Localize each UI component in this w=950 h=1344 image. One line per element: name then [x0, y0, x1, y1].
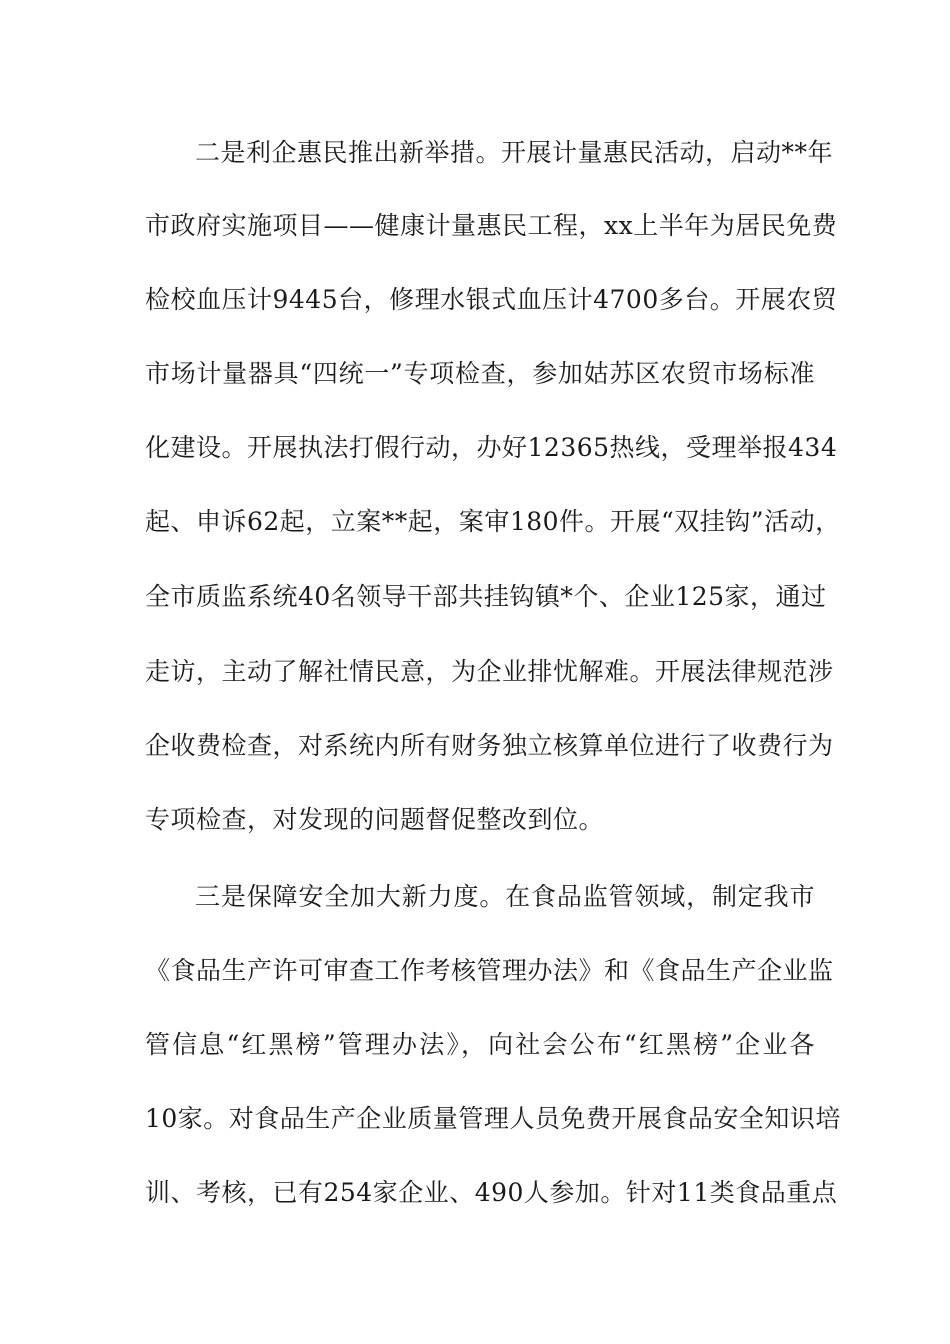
- text-line: 市场计量器具“四统一”专项检查，参加姑苏区农贸市场标准: [145, 359, 815, 388]
- text-line: 专项检查，对发现的问题督促整改到位。: [145, 805, 605, 834]
- text-line: 起、申诉62起，立案**起，案审180件。开展“双挂钩”活动，: [145, 507, 841, 536]
- text-line: 管信息“红黑榜”管理办法》，向社会公布“红黑榜”企业各: [145, 1030, 815, 1059]
- text-line: 化建设。开展执法打假行动，办好12365热线，受理举报434: [145, 433, 838, 462]
- text-line: 10家。对食品生产企业质量管理人员免费开展食品安全知识培: [145, 1104, 841, 1133]
- text-line: 全市质监系统40名领导干部共挂钩镇*个、企业125家，通过: [145, 582, 827, 611]
- text-line: 《食品生产许可审查工作考核管理办法》和《食品生产企业监: [145, 956, 834, 985]
- text-line: 二是利企惠民推出新举措。开展计量惠民活动，启动**年: [195, 138, 834, 167]
- text-line: 走访，主动了解社情民意，为企业排忧解难。开展法律规范涉: [145, 657, 834, 686]
- text-line: 三是保障安全加大新力度。在食品监管领域，制定我市: [195, 882, 815, 911]
- text-line: 检校血压计9445台，修理水银式血压计4700多台。开展农贸: [145, 285, 838, 314]
- text-line: 企收费检查，对系统内所有财务独立核算单位进行了收费行为: [145, 731, 834, 760]
- text-line: 训、考核，已有254家企业、490人参加。针对11类食品重点: [145, 1178, 838, 1207]
- text-line: 市政府实施项目——健康计量惠民工程，xx上半年为居民免费: [145, 211, 838, 240]
